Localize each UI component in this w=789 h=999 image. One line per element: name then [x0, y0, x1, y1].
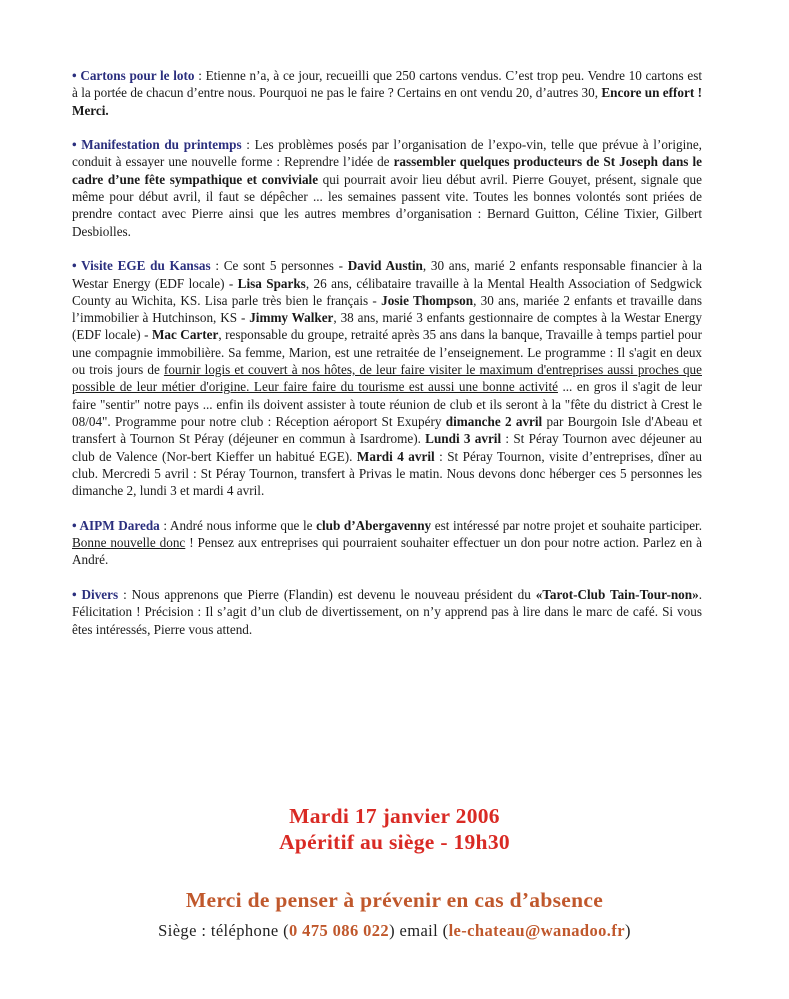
email-address: le-chateau@wanadoo.fr: [448, 921, 625, 940]
phone-number: 0 475 086 022: [289, 921, 390, 940]
body-text: . Félicitation ! Précision : Il s’agit d’un club de divertissement, on n’y apprend pas à lire dans le marc de café. Si vous êtes intéressés, Pierre vous attend.: [72, 586, 702, 637]
news-items: [72, 67, 702, 655]
emphasis-text: Josie Thompson: [381, 292, 474, 308]
news-item-heading: • AIPM Dareda: [72, 517, 160, 533]
body-text: : St Péray Tournon, visite d’entreprises, dîner au club. Mercredi 5 avril : St Péray Tournon, transfert à Privas le matin. Nous devons donc héberger ces 5 personnes les dimanche 2, lundi 3 et mardi 4 avril.: [72, 448, 702, 499]
body-text: qui pourrait avoir lieu début avril. Pierre Gouyet, présent, signale que même pour début avril, il faut se dépêcher ... les semaines passent vite. Toutes les bonnes volontés sont priées de prendre contact avec Pierre ainsi que les autres membres d’organisation : Bernard Guitton, Céline Tixier, Gilbert Desbiolles.: [72, 171, 702, 239]
body-text: , responsable du groupe, retraité après 35 ans dans la banque, Travaille à temps partiel pour une compagnie immobilière. Sa femme, Marion, est une retraitée de l’enseignement. Le programme : Il s'agit en deux ou trois jours de: [72, 327, 702, 378]
news-item: [72, 517, 702, 569]
underlined-text: fournir logis et couvert à nos hôtes, de leur faire visiter le maximum d'entreprises aussi proches que possible de leur métier d'origine. Leur faire faire du tourisme est aussi une bonne activité: [72, 362, 702, 395]
body-text: : St Péray Tournon avec déjeuner au club de Valence (Nor-bert Kieffer un habitué EGE).: [72, 431, 702, 464]
body-text: , 30 ans, mariée 2 enfants et travaille dans l’immobilier à Hutchinson, KS -: [72, 292, 702, 326]
contact-suffix: ): [624, 921, 631, 940]
news-item: [72, 586, 702, 638]
body-text: par Bourgoin Isle d'Abeau et transfert à Tournon St Péray (déjeuner en commun à Isardrome).: [72, 413, 702, 447]
emphasis-text: Mardi 4 avril: [356, 448, 435, 464]
emphasis-text: «Tarot-Club Tain-Tour-non»: [535, 586, 699, 602]
emphasis-text: David Austin: [347, 258, 423, 274]
body-text: : Etienne n’a, à ce jour, recueilli que 250 cartons vendus. C’est trop peu. Vendre 10 cartons est à la portée de chacun d’entre nous. Pourquoi ne pas le faire ? Certains en ont vendu 20, d’autres 30,: [72, 68, 702, 101]
body-text: : Ce sont 5 personnes -: [210, 258, 348, 274]
absence-note: Merci de penser à prévenir en cas d’absence: [185, 888, 604, 912]
body-text: : Nous apprenons que Pierre (Flandin) est devenu le nouveau président du: [118, 586, 536, 602]
event-announcement: [0, 803, 789, 855]
body-text: ! Pensez aux entreprises qui pourraient souhaiter effectuer un don pour notre action. Parlez en à André.: [72, 535, 702, 568]
emphasis-text: club d’Abergavenny: [316, 517, 432, 533]
news-item: [72, 67, 702, 119]
news-item-heading: • Visite EGE du Kansas: [72, 258, 211, 274]
emphasis-text: dimanche 2 avril: [445, 413, 543, 429]
emphasis-text: Lisa Sparks: [237, 275, 306, 291]
emphasis-text: Encore un effort ! Merci.: [72, 85, 702, 118]
body-text: , 30 ans, marié 2 enfants responsable financier à la Westar Energy (EDF locale) -: [72, 258, 702, 291]
contact-middle: ) email (: [389, 921, 449, 940]
body-text: , 26 ans, célibataire travaille à la Mental Health Association of Sedgwick County au Wichita, KS. Lisa parle très bien le français -: [72, 275, 702, 308]
underlined-text: Bonne nouvelle donc: [72, 535, 186, 551]
body-text: est intéressé par notre projet et souhaite participer.: [431, 517, 703, 533]
body-text: , 38 ans, marié 3 enfants gestionnaire de comptes à la Westar Energy (EDF locale) -: [72, 310, 702, 343]
body-text: ... en gros il s'agit de leur faire "sentir" notre pays ... enfin ils doivent assister à toute réunion de club et ils seront à la "fête du district à Crest le 08/04". Programme pour notre club : Réception aéroport St Exupéry: [72, 379, 702, 429]
emphasis-text: rassembler quelques producteurs de St Joseph dans le cadre d’une fête sympathique et conviviale: [72, 154, 702, 187]
news-item-heading: • Manifestation du printemps: [72, 137, 242, 153]
contact-line: [0, 920, 789, 942]
news-item-heading: • Divers: [72, 586, 119, 602]
news-item: [72, 257, 702, 499]
emphasis-text: Mac Carter: [151, 327, 219, 343]
emphasis-text: Lundi 3 avril: [425, 431, 502, 447]
event-date: Mardi 17 janvier 2006: [289, 804, 500, 828]
news-item-heading: • Cartons pour le loto: [72, 68, 195, 83]
emphasis-text: Jimmy Walker: [249, 310, 334, 326]
news-item: [72, 136, 702, 240]
body-text: : Les problèmes posés par l’organisation de l’expo-vin, telle que prévue à l’origine, conduit à essayer une nouvelle forme : Reprendre l’idée de: [72, 137, 702, 170]
event-details: Apéritif au siège - 19h30: [279, 830, 510, 854]
contact-prefix: Siège : téléphone (: [158, 921, 289, 940]
body-text: : André nous informe que le: [159, 517, 317, 533]
